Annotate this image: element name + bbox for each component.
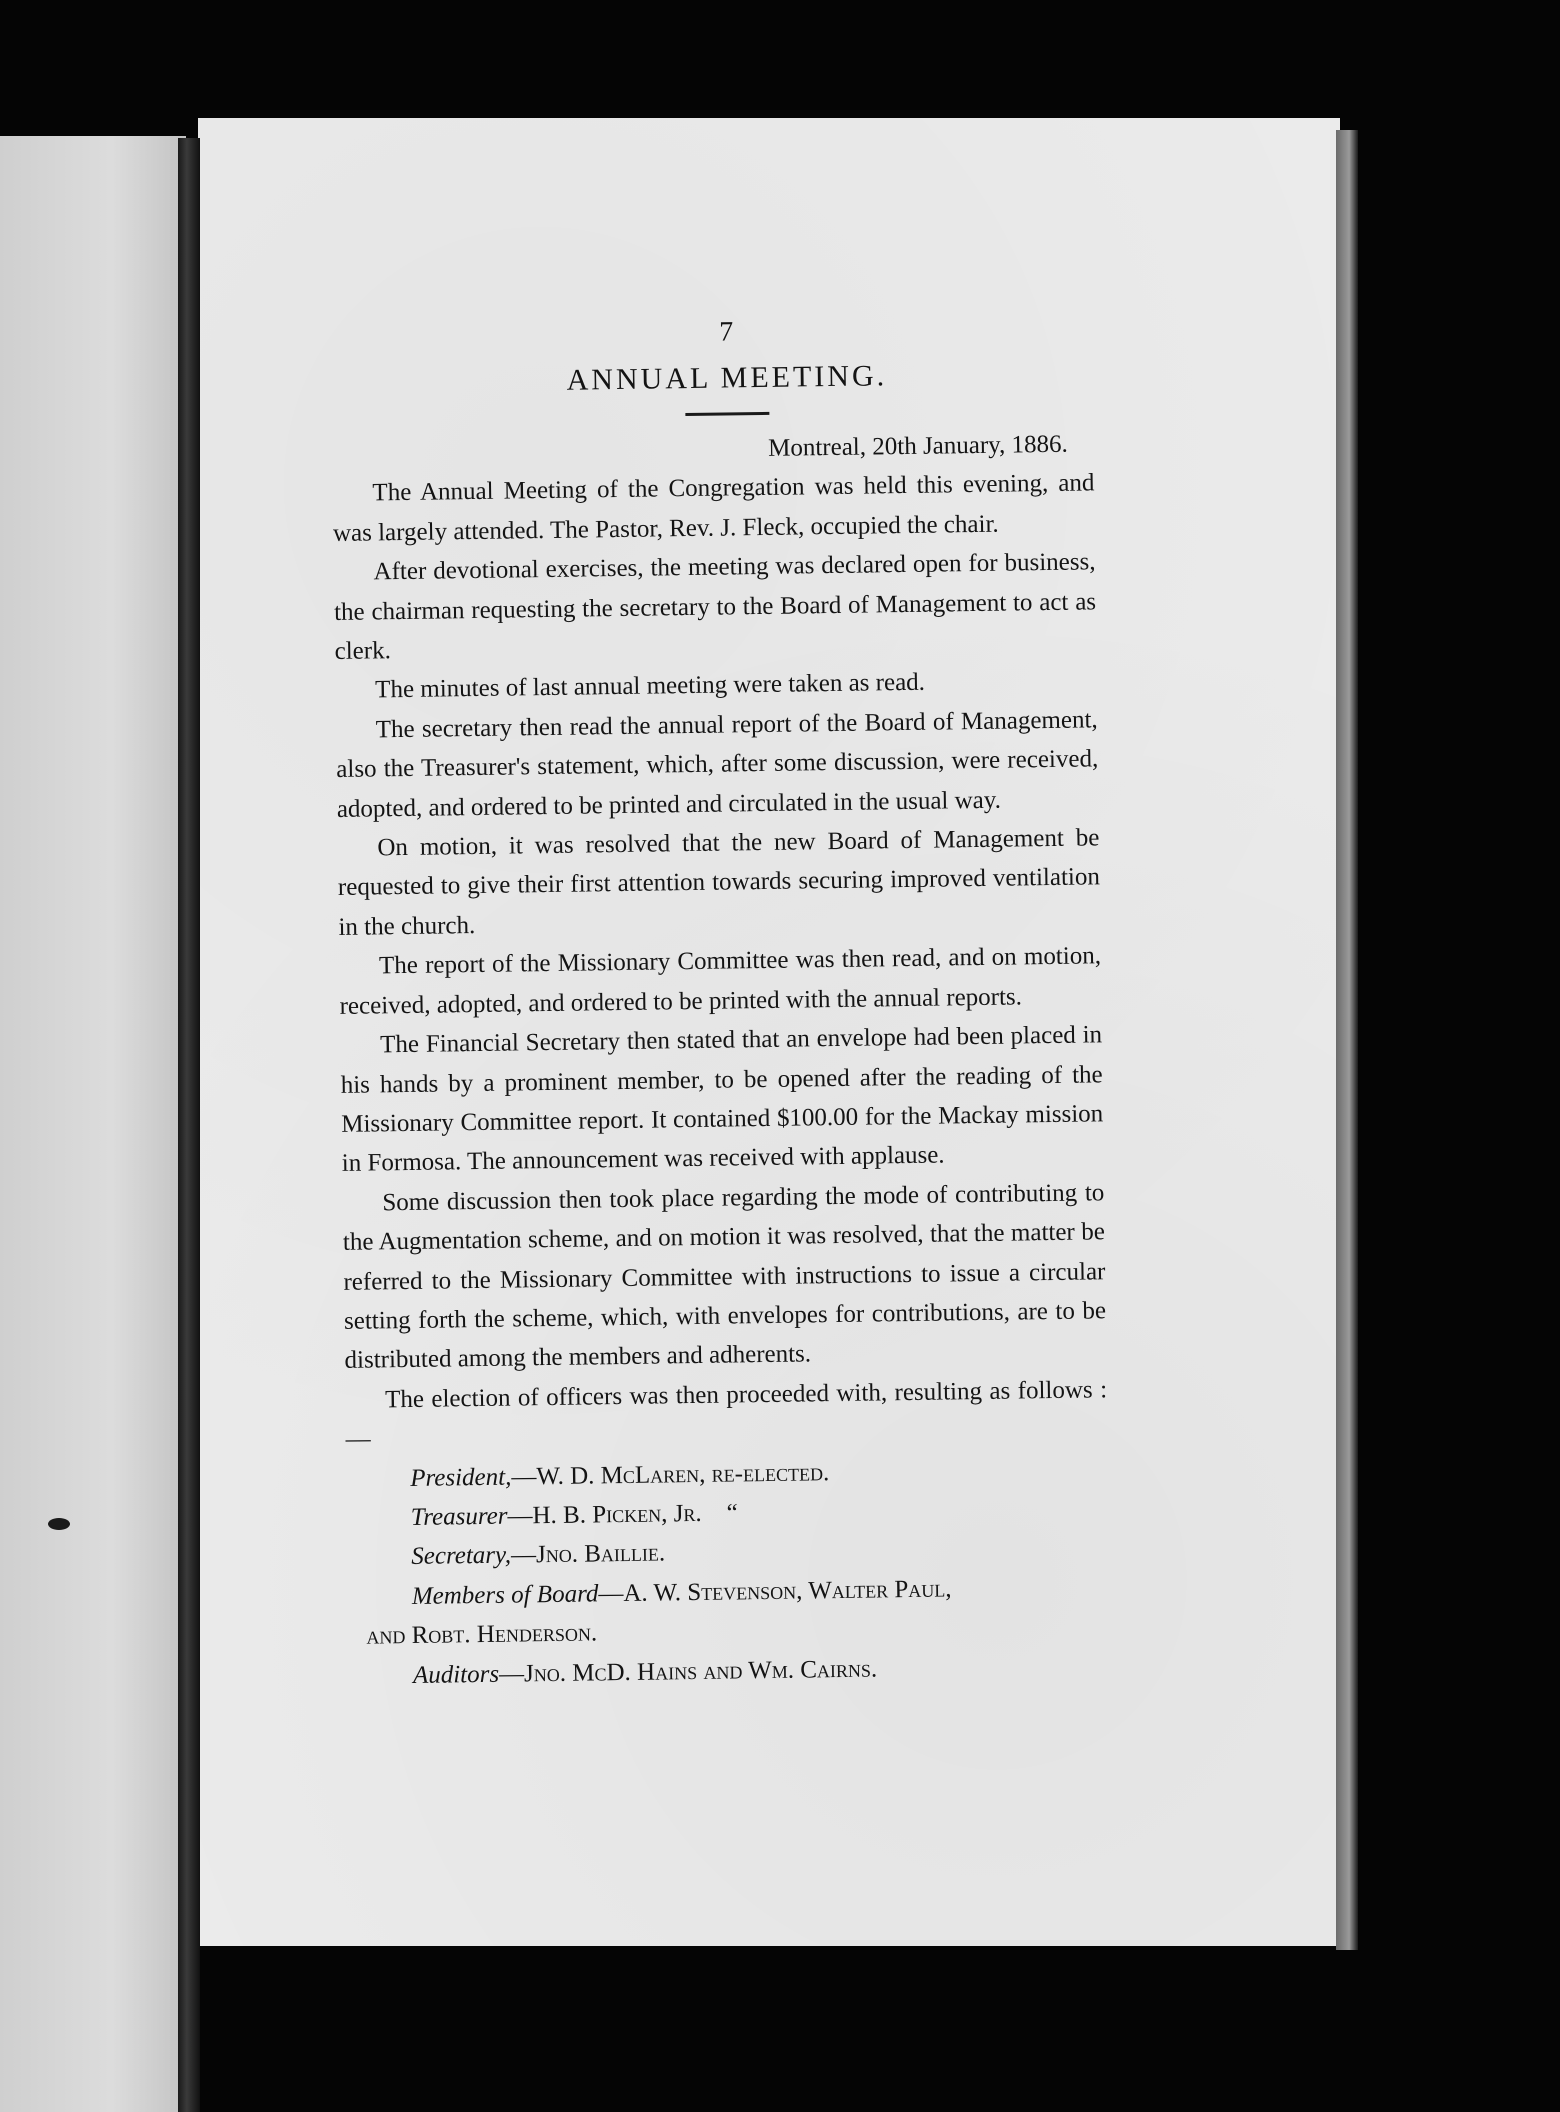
officer-names: Jno. McD. Hains and Wm. Cairns. bbox=[523, 1655, 878, 1688]
paragraph: The minutes of last annual meeting were taken as read. bbox=[375, 669, 926, 704]
officer-names: Jno. Baillie. bbox=[535, 1539, 666, 1569]
date-line: Montreal, 20th January, 1886. bbox=[767, 430, 1069, 462]
officers-list bbox=[346, 1449, 1111, 1696]
officer-role: Members of Board bbox=[411, 1580, 599, 1610]
book-spine bbox=[178, 138, 200, 2112]
officer-names: H. B. Picken, Jr. “ bbox=[532, 1499, 738, 1530]
officer-names: A. W. Stevenson, Walter Paul, bbox=[623, 1575, 952, 1607]
officer-role: Secretary, bbox=[411, 1541, 512, 1571]
page-text bbox=[330, 307, 1111, 1696]
paragraph: The report of the Missionary Committee was then read, and on motion, received, adopted, and ordered to be printed with the annual reports. bbox=[339, 942, 1102, 1020]
paragraph: On motion, it was resolved that the new Board of Management be requested to give their first attention towards securing improved ventilation in the church. bbox=[337, 824, 1101, 941]
paragraph: After devotional exercises, the meeting was declared open for business, the chairman requesting the secretary to the Board of Management to act as clerk. bbox=[333, 548, 1097, 665]
paragraph: The secretary then read the annual report of the Board of Management, also the Treasurer's statement, which, after some discussion, were received, adopted, and ordered to be printed and circulated in the usual way. bbox=[336, 706, 1099, 823]
officer-names: and Robt. Henderson. bbox=[366, 1619, 598, 1650]
officer-role: Auditors bbox=[412, 1660, 500, 1689]
paragraph: The election of officers was then proceeded with, resulting as follows :— bbox=[345, 1376, 1108, 1454]
page-number: 7 bbox=[719, 316, 734, 348]
officer-role: Treasurer bbox=[410, 1502, 508, 1531]
paragraph: The Financial Secretary then stated that an envelope had been placed in his hands by a prominent member, to be opened after the reading of the Missionary Committee report. It contained $100.00 for the Mackay mission in Formosa. The announcement was received with applause. bbox=[340, 1021, 1104, 1178]
officer-role: President, bbox=[410, 1463, 512, 1492]
paragraph: The Annual Meeting of the Congregation was held this evening, and was largely attended. The Pastor, Rev. J. Fleck, occupied the chair. bbox=[332, 469, 1095, 547]
officer-separator: — bbox=[498, 1660, 525, 1688]
page-edge-shadow bbox=[1336, 130, 1358, 1950]
officer-names: W. D. McLaren, re-elected. bbox=[536, 1458, 830, 1490]
page-title: ANNUAL MEETING. bbox=[566, 359, 888, 397]
officer-separator: — bbox=[507, 1502, 533, 1530]
facing-page-edge bbox=[0, 136, 186, 2112]
officer-separator: — bbox=[598, 1579, 624, 1608]
title-rule bbox=[685, 412, 769, 416]
paragraph: Some discussion then took place regarding the mode of contributing to the Augmentation scheme, and on motion it was resolved, that the matter be referred to the Missionary Committee with instructions to issue a circular setting forth the scheme, which, with envelopes for contributions, are to be distributed among the members and adherents. bbox=[342, 1178, 1107, 1375]
ink-spot bbox=[48, 1518, 70, 1530]
officer-separator: — bbox=[510, 1541, 537, 1569]
officer-separator: — bbox=[511, 1462, 537, 1491]
